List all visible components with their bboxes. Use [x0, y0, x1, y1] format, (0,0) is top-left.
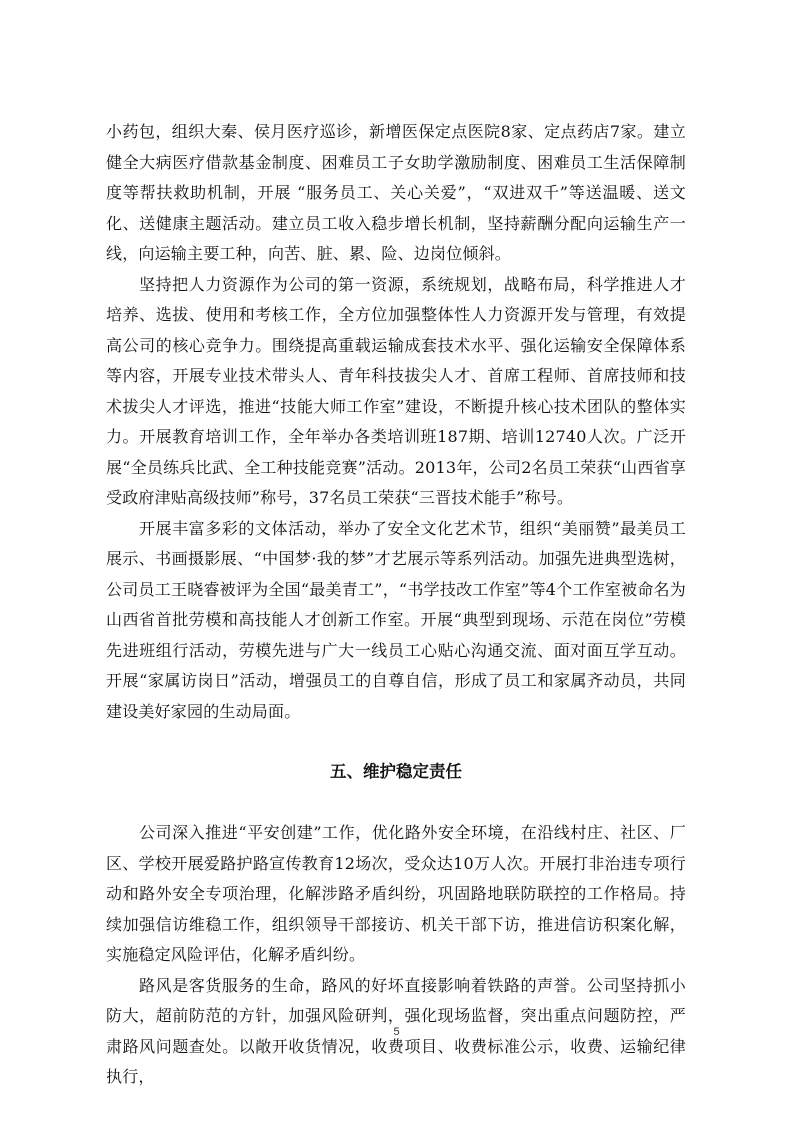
- paragraph-4: 公司深入推进“平安创建”工作，优化路外安全环境，在沿线村庄、社区、厂区、学校开展爱路护路宣传教育12场次，受众达10万人次。开展打非治违专项行动和路外安全专项治理，化解涉路矛盾纠纷，巩固路地联防联控的工作格局。持续加强信访维稳工作，组织领导干部接访、机关干部下访，推进信访积案化解，实施稳定风险评估，化解矛盾纠纷。: [106, 823, 686, 964]
- page-number: 5: [393, 1026, 400, 1038]
- paragraph-5: 路风是客货服务的生命，路风的好坏直接影响着铁路的声誉。公司坚持抓小防大，超前防范的方针，加强风险研判，强化现场监督，突出重点问题防控，严肃路风问题查处。以敞开收货情况，收费项目、收费标准公示，收费、运输纪律执行，: [106, 975, 686, 1086]
- paragraph-3: 开展丰富多彩的文体活动，举办了安全文化艺术节，组织“美丽赞”最美员工展示、书画摄影展、“中国梦·我的梦”才艺展示等系列活动。加强先进典型选树，公司员工王晓睿被评为全国“最美青工”，“书学技改工作室”等4个工作室被命名为山西省首批劳模和高技能人才创新工作室。开展“典型到现场、示范在岗位”劳模先进班组行活动，劳模先进与广大一线员工心贴心沟通交流、面对面互学互动。开展“家属访岗日”活动，增强员工的自尊自信，形成了员工和家属齐动员，共同建设美好家园的生动局面。: [106, 518, 686, 721]
- section-heading: 五、维护稳定责任: [330, 762, 462, 781]
- paragraph-1: 小药包，组织大秦、侯月医疗巡诊，新增医保定点医院8家、定点药店7家。建立健全大病医疗借款基金制度、困难员工子女助学激励制度、困难员工生活保障制度等帮扶救助机制，开展 “服务员工、关心关爱”，“双进双千”等送温暖、送文化、送健康主题活动。建立员工收入稳步增长机制，坚持薪酬分配向运输生产一线，向运输主要工种，向苦、脏、累、险、边岗位倾斜。: [106, 122, 686, 263]
- paragraph-2: 坚持把人力资源作为公司的第一资源，系统规划，战略布局，科学推进人才培养、选拔、使用和考核工作，全方位加强整体性人力资源开发与管理，有效提高公司的核心竞争力。围绕提高重载运输成套技术水平、强化运输安全保障体系等内容，开展专业技术带头人、青年科技拔尖人才、首席工程师、首席技师和技术拔尖人才评选，推进“技能大师工作室”建设，不断提升核心技术团队的整体实力。开展教育培训工作，全年举办各类培训班187期、培训12740人次。广泛开展“全员练兵比武、全工种技能竞赛”活动。2013年，公司2名员工荣获“山西省享受政府津贴高级技师”称号，37名员工荣获“三晋技术能手”称号。: [106, 274, 686, 507]
- document-body: [106, 117, 686, 1093]
